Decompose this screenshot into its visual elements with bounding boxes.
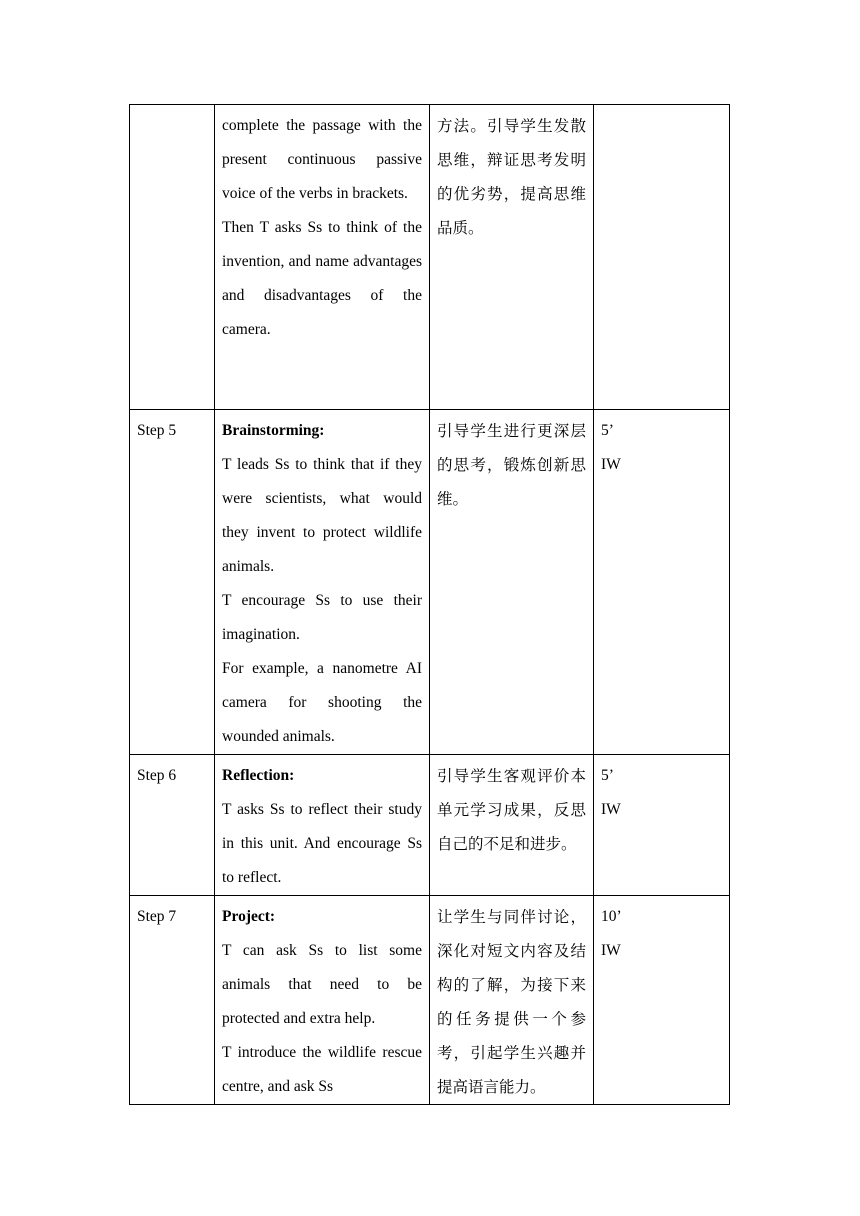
activity-heading: Project: <box>222 908 276 925</box>
step-cell: Step 7 <box>130 896 215 1105</box>
time-cell <box>594 755 730 896</box>
activity-cell <box>215 410 430 755</box>
step-cell <box>130 105 215 410</box>
activity-cell <box>215 755 430 896</box>
form-value: IW <box>601 801 621 818</box>
purpose-cell: 方法。引导学生发散思维，辩证思考发明的优劣势，提高思维品质。 <box>430 105 594 410</box>
step-cell: Step 5 <box>130 410 215 755</box>
activity-paragraph: complete the passage with the present continuous passive voice of the verbs in brackets. <box>222 117 422 202</box>
time-value: 5’ <box>601 422 614 439</box>
form-value: IW <box>601 456 621 473</box>
purpose-cell: 引导学生客观评价本单元学习成果，反思自己的不足和进步。 <box>430 755 594 896</box>
form-value: IW <box>601 942 621 959</box>
activity-cell <box>215 896 430 1105</box>
activity-heading: Brainstorming: <box>222 422 325 439</box>
activity-paragraph: T encourage Ss to use their imagination. <box>222 592 422 643</box>
table-row <box>130 896 730 1105</box>
activity-paragraph: T can ask Ss to list some animals that need to be protected and extra help. <box>222 942 422 1027</box>
purpose-cell: 让学生与同伴讨论，深化对短文内容及结构的了解，为接下来的任务提供一个参考，引起学生兴趣并提高语言能力。 <box>430 896 594 1105</box>
activity-paragraph: For example, a nanometre AI camera for shooting the wounded animals. <box>222 660 422 745</box>
time-value: 5’ <box>601 767 614 784</box>
purpose-cell: 引导学生进行更深层的思考，锻炼创新思维。 <box>430 410 594 755</box>
activity-paragraph: Then T asks Ss to think of the invention, and name advantages and disadvantages of the camera. <box>222 219 422 338</box>
time-cell <box>594 410 730 755</box>
activity-paragraph: T asks Ss to reflect their study in this unit. And encourage Ss to reflect. <box>222 801 422 886</box>
table-row <box>130 755 730 896</box>
time-cell <box>594 105 730 410</box>
activity-cell <box>215 105 430 410</box>
time-cell <box>594 896 730 1105</box>
table-row <box>130 105 730 410</box>
table-row <box>130 410 730 755</box>
lesson-plan-table <box>129 104 730 1105</box>
time-value: 10’ <box>601 908 622 925</box>
activity-heading: Reflection: <box>222 767 295 784</box>
step-cell: Step 6 <box>130 755 215 896</box>
activity-paragraph: T leads Ss to think that if they were scientists, what would they invent to protect wildlife animals. <box>222 456 422 575</box>
activity-paragraph: T introduce the wildlife rescue centre, and ask Ss <box>222 1044 422 1095</box>
